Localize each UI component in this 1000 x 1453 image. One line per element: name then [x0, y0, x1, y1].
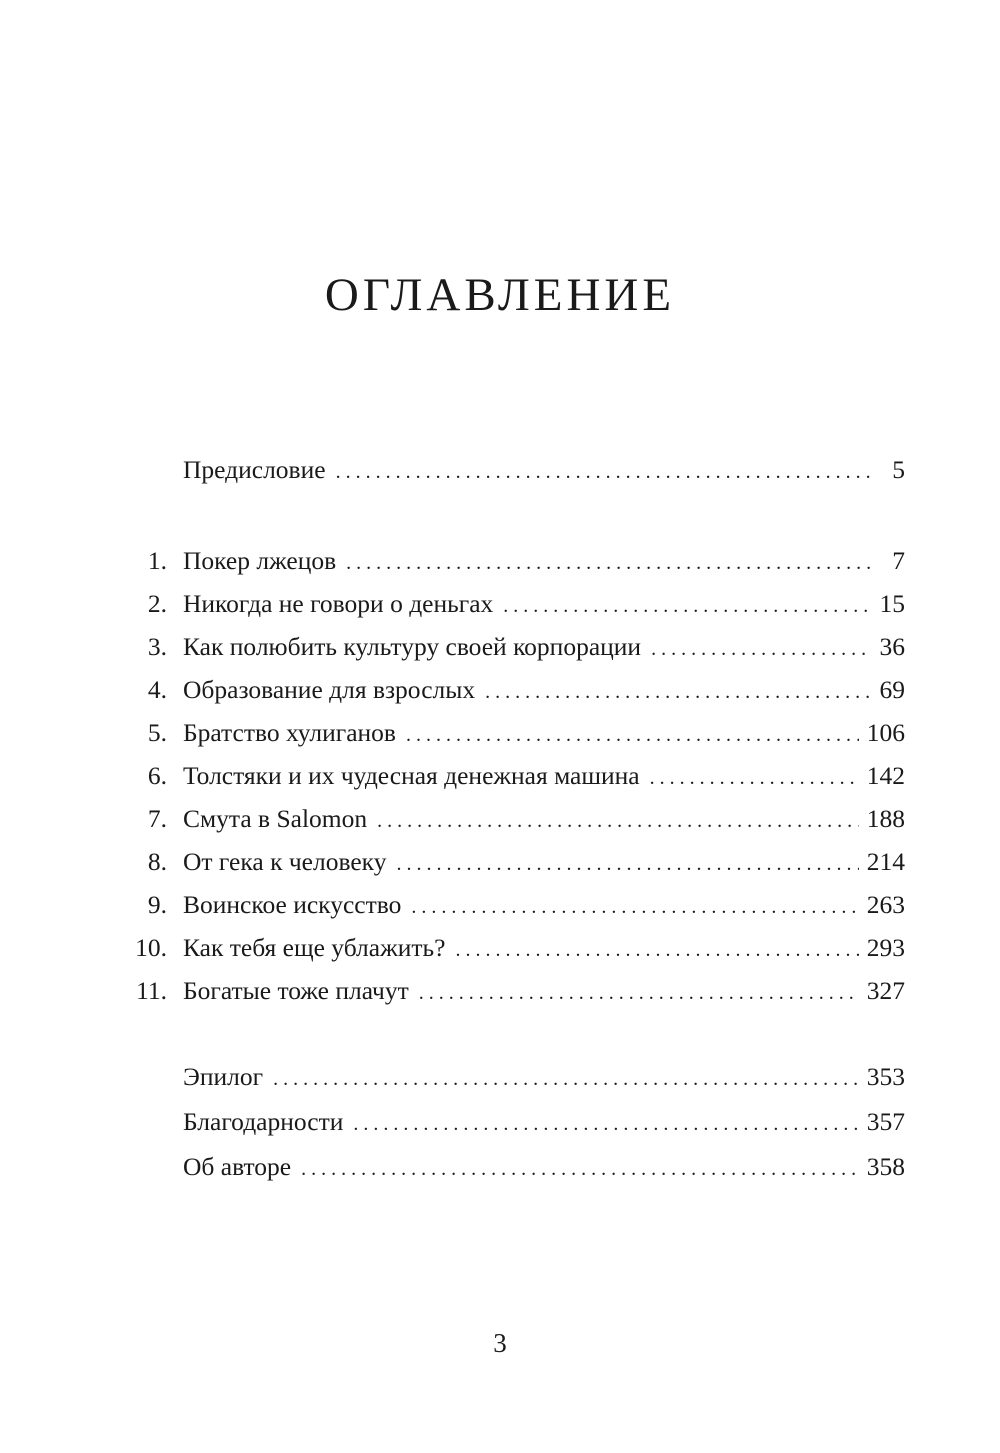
toc-entry-label: Эпилог: [183, 1062, 264, 1091]
toc-entry-label: Братство хулиганов: [183, 718, 396, 747]
toc-entry-number: 11.: [136, 976, 167, 1005]
dot-leader: [377, 801, 859, 841]
toc-entry-page: 7: [892, 546, 905, 575]
toc-entry-chapter: [125, 971, 905, 1011]
dot-leader: [406, 715, 859, 755]
dot-leader: [353, 1104, 858, 1144]
toc-entry-chapter: [125, 584, 905, 624]
dot-leader: [651, 629, 871, 669]
toc-entry-label: От гека к человеку: [183, 847, 387, 876]
toc-entry-label: Образование для взрослых: [183, 675, 476, 704]
page-title: ОГЛАВЛЕНИЕ: [324, 269, 676, 321]
toc-entry-chapter: [125, 928, 905, 968]
toc-entry-label: Об авторе: [183, 1152, 292, 1181]
dot-leader: [455, 930, 858, 970]
toc-entry-number: 5.: [147, 718, 167, 747]
toc-entry-number: 3.: [147, 632, 167, 661]
toc-entry-number: 4.: [147, 675, 167, 704]
toc-entry-chapter: [125, 842, 905, 882]
dot-leader: [650, 758, 859, 798]
toc-entry-label: Как тебя еще ублажить?: [183, 933, 446, 962]
toc-entry-page: 36: [879, 632, 905, 661]
toc-entry-page: 69: [879, 675, 905, 704]
toc-entry-chapter: [125, 885, 905, 925]
toc-entry-page: 188: [866, 804, 905, 833]
toc-entry-number: 7.: [147, 804, 167, 833]
toc-entry-page: 327: [866, 976, 905, 1005]
toc-entry-number: 6.: [147, 761, 167, 790]
toc-entry-chapter: [125, 756, 905, 796]
toc-entry-label: Воинское искусство: [183, 890, 402, 919]
toc-entry-epilogue: [125, 1057, 905, 1097]
dot-leader: [396, 844, 858, 884]
toc-entry-page: 15: [879, 589, 905, 618]
toc-entry-number: 8.: [147, 847, 167, 876]
toc-entry-chapter: [125, 627, 905, 667]
toc-entry-label: Благодарности: [183, 1107, 344, 1136]
toc-entry-label: Предисловие: [183, 455, 326, 484]
dot-leader: [485, 672, 871, 712]
toc-entry-chapter: [125, 670, 905, 710]
toc-entry-label: Богатые тоже плачут: [183, 976, 409, 1005]
toc-entry-about-author: [125, 1147, 905, 1187]
toc-entry-label: Толстяки и их чудесная денежная машина: [183, 761, 640, 790]
toc-entry-chapter: [125, 799, 905, 839]
toc-entry-page: 106: [866, 718, 905, 747]
toc-entry-page: 5: [892, 455, 905, 484]
toc-entry-number: 10.: [135, 933, 167, 962]
toc-entry-page: 353: [866, 1062, 905, 1091]
toc-entry-page: 357: [866, 1107, 905, 1136]
page-number: 3: [493, 1328, 507, 1358]
toc-entry-page: 263: [866, 890, 905, 919]
dot-leader: [411, 887, 858, 927]
dot-leader: [301, 1149, 859, 1189]
toc-entry-number: 1.: [147, 546, 167, 575]
toc-entry-label: Никогда не говори о деньгах: [183, 589, 494, 618]
toc-entry-page: 293: [866, 933, 905, 962]
toc-entry-chapter: [125, 541, 905, 581]
toc-entry-acknowledgements: [125, 1102, 905, 1142]
toc-entry-page: 214: [866, 847, 905, 876]
toc-entry-page: 358: [866, 1152, 905, 1181]
toc-entry-number: 9.: [147, 890, 167, 919]
toc-entry-label: Смута в Salomon: [183, 804, 368, 833]
toc-entry-chapter: [125, 713, 905, 753]
toc-entry-label: Как полюбить культуру своей корпорации: [183, 632, 642, 661]
dot-leader: [503, 586, 871, 626]
dot-leader: [419, 973, 859, 1013]
toc-entry-label: Покер лжецов: [183, 546, 337, 575]
toc-entry-page: 142: [866, 761, 905, 790]
dot-leader: [336, 452, 877, 492]
dot-leader: [273, 1059, 859, 1099]
toc-entry-preface: [125, 450, 905, 490]
dot-leader: [346, 543, 877, 583]
toc-entry-number: 2.: [147, 589, 167, 618]
